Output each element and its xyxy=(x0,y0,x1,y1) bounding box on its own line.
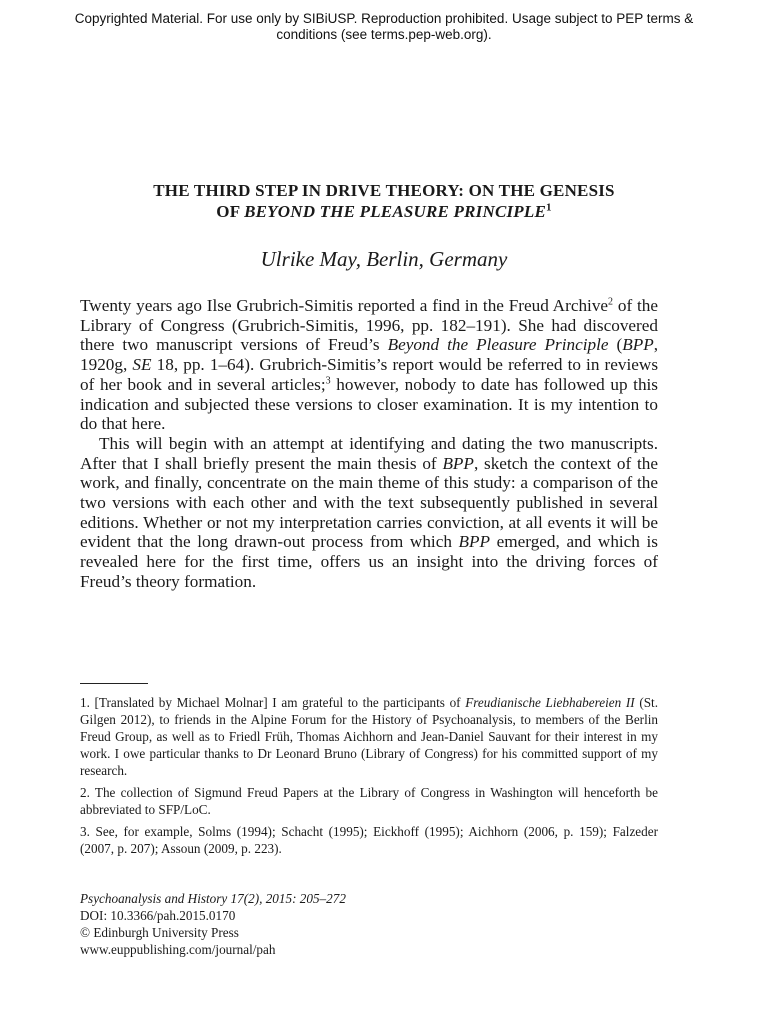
journal-url[interactable]: www.euppublishing.com/journal/pah xyxy=(80,942,276,957)
footnote-3: 3. See, for example, Solms (1994); Schacht (1995); Eickhoff (1995); Aichhorn (2006, p. 159); Falzeder (2007, p. 207); Assoun (2009, p. 223). xyxy=(80,824,658,856)
italic-run: BPP xyxy=(622,335,654,355)
journal-publisher: © Edinburgh University Press xyxy=(80,925,239,940)
footnotes xyxy=(80,694,658,862)
body-paragraph-2 xyxy=(80,434,658,592)
article-body xyxy=(80,296,658,592)
text-run: 1. [Translated by Michael Molnar] I am grateful to the participants of xyxy=(80,695,466,710)
footnote-ref-3[interactable]: 3 xyxy=(325,375,331,387)
text-run: of the Library of Congress (Grubrich-Simitis, 1996, pp. 182–191). She had discovered there two manuscript versions of Freud’s xyxy=(80,296,658,355)
italic-run: BPP xyxy=(458,532,491,552)
title-line-1: THE THIRD STEP IN DRIVE THEORY: ON THE GENESIS xyxy=(153,181,615,200)
title-footnote-mark[interactable]: 1 xyxy=(546,201,552,214)
footnote-2: 2. The collection of Sigmund Freud Papers at the Library of Congress in Washington will henceforth be abbreviated to SFP/LoC. xyxy=(80,785,658,817)
footnote-divider xyxy=(80,683,148,684)
text-run: emerged, and which is revealed here for the first time, offers us an insight into the driving forces of Freud’s theory formation. xyxy=(80,532,658,591)
text-run: This will begin with an attempt at identifying and dating the two manuscripts. After that I shall briefly present the main thesis of xyxy=(80,433,658,473)
copyright-line-2: conditions (see terms.pep-web.org). xyxy=(276,27,492,42)
body-paragraph-1 xyxy=(80,296,658,434)
text-run: ( xyxy=(608,335,623,355)
journal-citation: Psychoanalysis and History 17(2), 2015: 205–272 xyxy=(80,891,346,906)
footnote-1 xyxy=(80,694,658,779)
text-run: however, nobody to date has followed up this indication and subjected these versions to closer examination. It is my intention to do that here. xyxy=(80,374,658,434)
copyright-notice xyxy=(20,11,748,43)
journal-doi[interactable]: DOI: 10.3366/pah.2015.0170 xyxy=(80,908,236,923)
title-prefix: OF xyxy=(216,202,245,221)
italic-run: Freudianische Liebhabereien II xyxy=(465,695,635,710)
copyright-line-1: Copyrighted Material. For use only by SIBiUSP. Reproduction prohibited. Usage subject to PEP terms & xyxy=(74,11,694,26)
text-run: Twenty years ago Ilse Grubrich-Simitis reported a find in the Freud Archive xyxy=(80,296,609,315)
text-run: (St. Gilgen 2012), to friends in the Alpine Forum for the History of Psychoanalysis, to members of the Berlin Freud Group, as well as to Friedl Früh, Thomas Aichhorn and Jean-Daniel Sauvant for their interest in my work. I owe particular thanks to Dr Leonard Bruno (Library of Congress) for his committed support of my research. xyxy=(80,695,659,778)
footnote-ref-2[interactable]: 2 xyxy=(608,296,614,308)
text-run: , 1920g, xyxy=(80,335,658,375)
italic-run: BPP xyxy=(442,453,474,473)
title-italic: BEYOND THE PLEASURE PRINCIPLE xyxy=(244,202,547,221)
title-line-2 xyxy=(60,201,708,222)
author-line: Ulrike May, Berlin, Germany xyxy=(260,247,508,271)
italic-run: Beyond the Pleasure Principle xyxy=(387,335,609,355)
text-run: 18, pp. 1–64). Grubrich-Simitis’s report would be referred to in reviews of her book and in several articles; xyxy=(80,355,659,394)
text-run: , sketch the context of the work, and finally, concentrate on the main theme of this study: a comparison of the two versions with each other and with the text subsequently published in several editions. Whether or not my interpretation carries conviction, at all events it will be evident that the long drawn-out process from which xyxy=(80,453,659,552)
article-title xyxy=(60,180,708,222)
italic-run: SE xyxy=(132,355,152,375)
journal-info xyxy=(80,890,658,958)
